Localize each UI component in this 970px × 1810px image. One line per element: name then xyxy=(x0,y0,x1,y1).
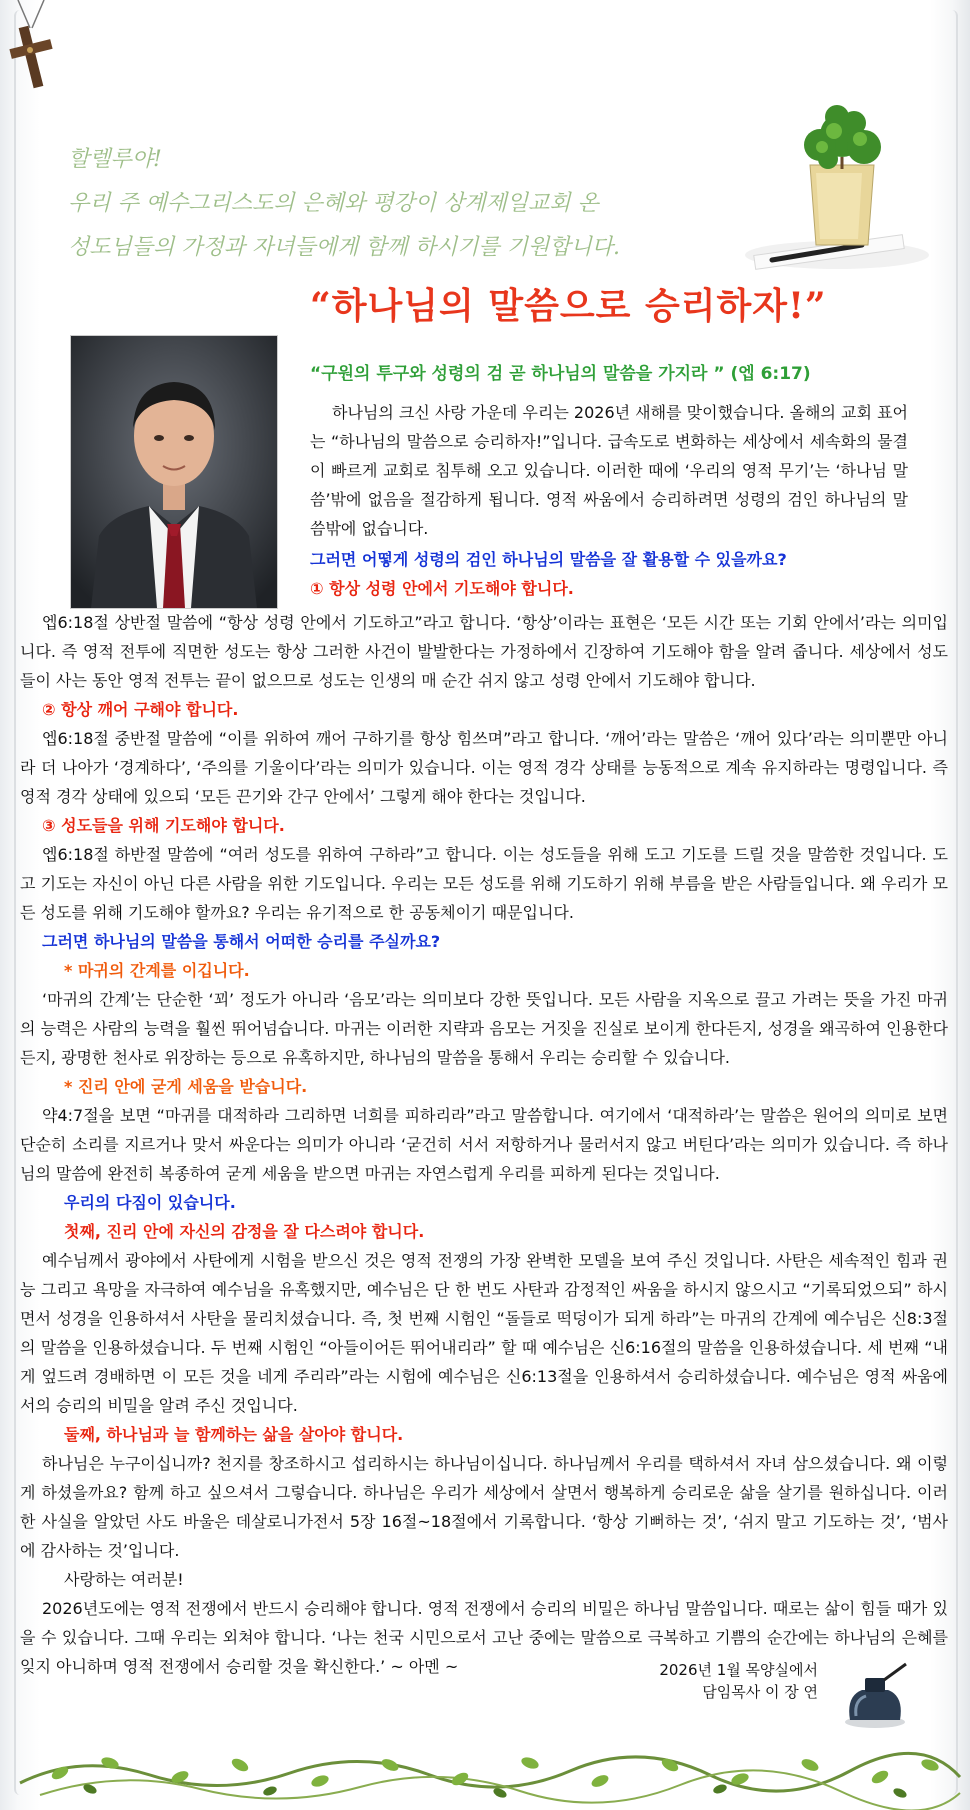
plant-pot-icon xyxy=(742,95,932,275)
heading-6: 첫째, 진리 안에 자신의 감정을 잘 다스려야 합니다. xyxy=(64,1222,425,1241)
greeting-block xyxy=(68,138,728,270)
intro-column xyxy=(310,398,908,603)
scripture-subtitle: “구원의 투구와 성령의 검 곧 하나님의 말씀을 가지라 ” (엡 6:17) xyxy=(310,364,811,384)
question-2: 그러면 하나님의 말씀을 통해서 어떠한 승리를 주실까요? xyxy=(42,932,441,951)
paragraph-2: 엡6:18절 중반절 말씀에 “이를 위하여 깨어 구하기를 항상 힘쓰며”라고 합니다. ‘깨어’라는 말씀은 ‘깨어 있다’라는 의미뿐만 아니라 더 나아가 ‘경계하다’, ‘주의를 기울이다’라는 의미가 있습니다. 이는 영적 경각 상태를 능동적으로 계속 유지하라는 명령입니다. 즉 영적 경각 상태에 있으되 ‘모든 끈기와 간구 안에서’ 그렇게 해야 한다는 것입니다. xyxy=(20,729,948,806)
paragraph-7: 하나님은 누구이십니까? 천지를 창조하시고 섭리하시는 하나님이십니다. 하나님께서 우리를 택하셔서 자녀 삼으셨습니다. 왜 이렇게 하셨을까요? 함께 하고 싶으셔서 그렇습니다. 하나님은 우리가 세상에서 살면서 행복하게 승리로운 삶을 살기를 원하십니다. 이러한 사실을 알았던 사도 바울은 데살로니가전서 5장 16절~18절에서 기록합니다. ‘항상 기뻐하는 것’, ‘쉬지 말고 기도하는 것’, ‘범사에 감사하는 것’입니다. xyxy=(20,1454,948,1560)
heading-4: * 마귀의 간계를 이깁니다. xyxy=(64,961,250,980)
paragraph-3: 엡6:18절 하반절 말씀에 “여러 성도를 위하여 구하라”고 합니다. 이는 성도들을 위해 도고 기도를 드릴 것을 말씀한 것입니다. 도고 기도는 자신이 아닌 다른 사람을 위한 기도입니다. 우리는 모든 성도를 위해 기도하기 위해 부름을 받은 사람들입니다. 왜 우리가 모든 성도를 위해 기도해야 할까요? 우리는 유기적으로 한 공동체이기 때문입니다. xyxy=(20,845,948,922)
paragraph-5: 약4:7절을 보면 “마귀를 대적하라 그리하면 너희를 피하리라”라고 말씀합니다. 여기에서 ‘대적하라’는 말씀은 원어의 의미로 보면 단순히 소리를 지르거나 맞서 싸운다는 의미가 아니라 ‘굳건히 서서 저항하거나 물러서지 않고 버틴다’라는 의미가 있습니다. 즉 하나님의 말씀에 완전히 복종하여 굳게 세움을 받으면 마귀는 자연스럽게 우리를 피하게 된다는 것입니다. xyxy=(20,1106,948,1183)
heading-1: ① 항상 성령 안에서 기도해야 합니다. xyxy=(310,579,574,598)
ink-bottle-icon xyxy=(840,1660,910,1730)
paragraph-9: 2026년도에는 영적 전쟁에서 반드시 승리해야 합니다. 영적 전쟁에서 승리의 비밀은 하나님 말씀입니다. 때로는 삶이 힘들 때가 있을 수 있습니다. 그때 우리는 외쳐야 합니다. ‘나는 천국 시민으로서 고난 중에는 말씀으로 극복하고 기쁨의 순간에는 하나님의 은혜를 잊지 아니하며 영적 전쟁에서 승리할 것을 확신한다.’ ~ 아멘 ~ xyxy=(20,1599,948,1676)
heading-2: ② 항상 깨어 구해야 합니다. xyxy=(42,700,239,719)
greeting-line-3: 성도님들의 가정과 자녀들에게 함께 하시기를 기원합니다. xyxy=(68,235,621,260)
pastor-portrait-image xyxy=(71,336,277,608)
heading-5: * 진리 안에 굳게 세움을 받습니다. xyxy=(64,1077,308,1096)
signature-name: 담임목사 이 장 연 xyxy=(702,1683,818,1701)
page-title: “하나님의 말씀으로 승리하자!” xyxy=(310,285,827,327)
vine-decoration xyxy=(0,1735,970,1810)
paragraph-6: 예수님께서 광야에서 사탄에게 시험을 받으신 것은 영적 전쟁의 가장 완벽한 모델을 보여 주신 것입니다. 사탄은 세속적인 힘과 권능 그리고 욕망을 자극하여 예수님을 유혹했지만, 예수님은 단 한 번도 사탄과 감정적인 싸움을 하시지 않으시고 “기록되었으되” 하시면서 성경을 인용하셔서 사탄을 물리치셨습니다. 즉, 첫 번째 시험인 “돌들로 떡덩이가 되게 하라”는 마귀의 간계에 예수님은 신8:3절의 말씀을 인용하셨습니다. 두 번째 시험인 “아들이어든 뛰어내리라” 할 때 예수님은 신6:16절의 말씀을 인용하셨습니다. 세 번째 “내게 엎드려 경배하면 이 모든 것을 네게 주리라”라는 시험에 예수님은 신6:13절을 인용하셔서 승리하셨습니다. 예수님은 영적 싸움에서의 승리의 비밀을 알려 주신 것입니다. xyxy=(20,1251,948,1415)
question-1: 그러면 어떻게 성령의 검인 하나님의 말씀을 잘 활용할 수 있을까요? xyxy=(310,550,787,569)
intro-paragraph: 하나님의 크신 사랑 가운데 우리는 2026년 새해를 맞이했습니다. 올해의 교회 표어는 “하나님의 말씀으로 승리하자!”입니다. 급속도로 변화하는 세상에서 세속화의 물결이 빠르게 교회로 침투해 오고 있습니다. 이러한 때에 ‘우리의 영적 무기’는 ‘하나님 말씀’밖에 없음을 절감하게 됩니다. 영적 싸움에서 승리하려면 성령의 검인 하나님의 말씀밖에 없습니다. xyxy=(310,403,908,538)
paragraph-4: ‘마귀의 간계’는 단순한 ‘꾀’ 정도가 아니라 ‘음모’라는 의미보다 강한 뜻입니다. 모든 사람을 지옥으로 끌고 가려는 뜻을 가진 마귀의 능력은 사람의 능력을 훨씬 뛰어넘습니다. 마귀는 이러한 지략과 음모는 거짓을 진실로 보이게 한다든지, 성경을 왜곡하여 인용한다든지, 광명한 천사로 위장하는 등으로 유혹하지만, 하나님의 말씀을 통해서 우리는 승리할 수 있습니다. xyxy=(20,990,948,1067)
signature-block xyxy=(600,1659,818,1703)
greeting-line-2: 우리 주 예수그리스도의 은혜와 평강이 상계제일교회 온 xyxy=(68,191,599,216)
cross-icon xyxy=(0,0,80,100)
heading-3: ③ 성도들을 위해 기도해야 합니다. xyxy=(42,816,285,835)
paragraph-1: 엡6:18절 상반절 말씀에 “항상 성령 안에서 기도하고”라고 합니다. ‘항상’이라는 표현은 ‘모든 시간 또는 기회 안에서’라는 의미입니다. 즉 영적 전투에 직면한 성도는 항상 그러한 사건이 발발한다는 가정하에서 긴장하여 기도해야 함을 알려 줍니다. 세상에서 성도들이 사는 동안 영적 전투는 끝이 없으므로 성도는 인생의 매 순간 쉬지 않고 성령 안에서 기도해야 합니다. xyxy=(20,613,948,690)
signature-date: 2026년 1월 목양실에서 xyxy=(659,1661,818,1679)
paragraph-8: 사랑하는 여러분! xyxy=(64,1570,184,1589)
greeting-line-1: 할렐루야! xyxy=(68,147,162,172)
heading-7: 둘째, 하나님과 늘 함께하는 삶을 살아야 합니다. xyxy=(64,1425,404,1444)
pastor-photo xyxy=(70,335,278,609)
main-body xyxy=(20,608,948,1681)
question-3: 우리의 다짐이 있습니다. xyxy=(64,1193,236,1212)
